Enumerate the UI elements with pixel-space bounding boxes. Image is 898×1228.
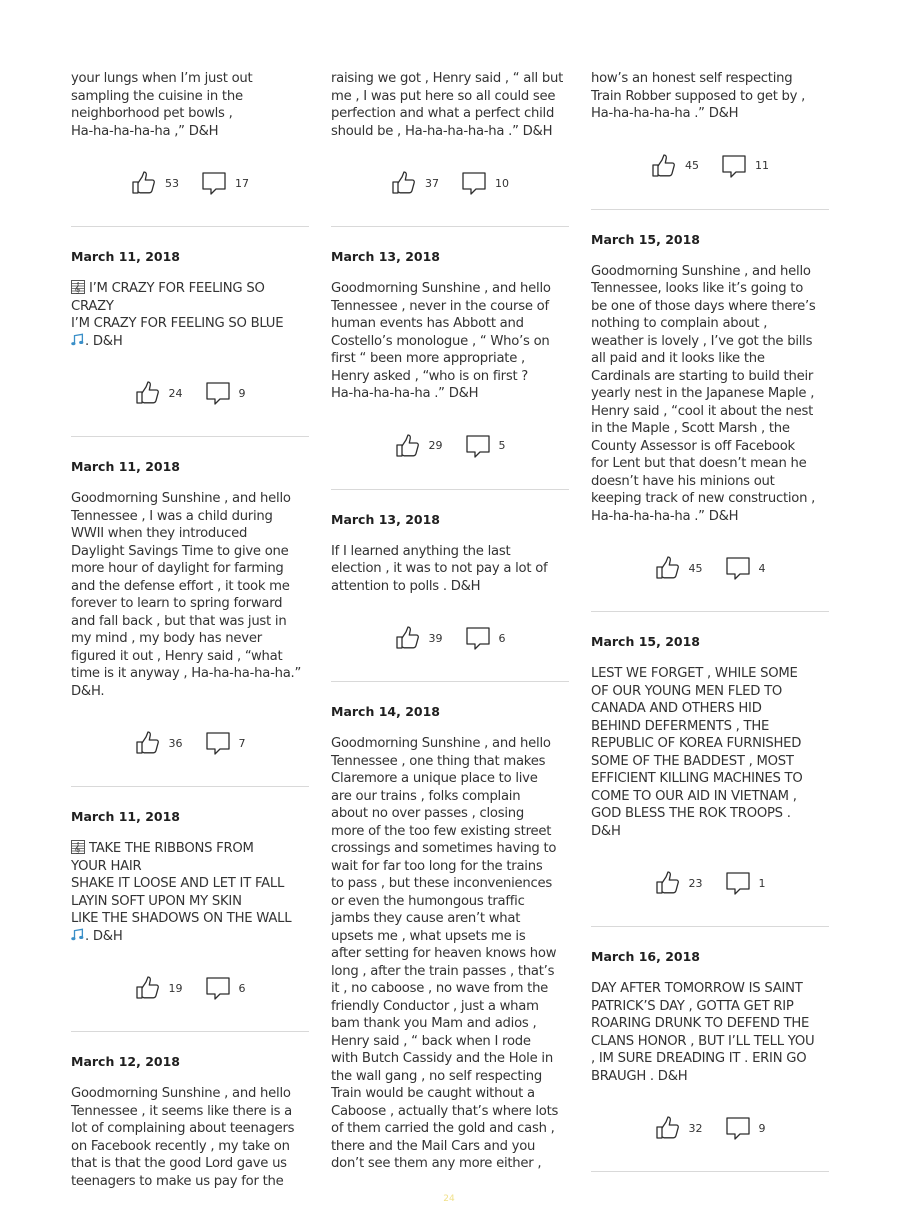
post-text-content: I’M CRAZY FOR FEELING SO CRAZY I’M CRAZY FOR FEELING SO BLUE xyxy=(71,281,284,331)
post-text-content: If I learned anything the last election , it was to not pay a lot of attention to polls . D&H xyxy=(331,543,548,594)
like-count: 37 xyxy=(425,176,439,190)
thumbs-up-icon xyxy=(131,170,157,196)
thumbs-up-icon xyxy=(391,170,417,196)
post-card xyxy=(331,512,569,683)
comment-bubble-icon xyxy=(205,975,231,1001)
post-text xyxy=(71,840,309,945)
thumbs-up-icon xyxy=(651,153,677,179)
like-button[interactable] xyxy=(651,153,699,179)
post-date: March 15, 2018 xyxy=(591,634,700,649)
comment-count: 6 xyxy=(498,631,506,645)
svg-text:𝄞: 𝄞 xyxy=(74,842,81,854)
comment-button[interactable] xyxy=(725,870,766,896)
comment-count: 4 xyxy=(758,561,766,575)
like-count: 29 xyxy=(428,439,443,452)
thumbs-up-icon xyxy=(655,555,681,581)
comment-button[interactable] xyxy=(465,625,506,651)
comment-count: 17 xyxy=(235,176,249,190)
comment-bubble-icon xyxy=(205,380,231,406)
like-button[interactable] xyxy=(135,730,183,756)
column-3 xyxy=(591,70,829,1172)
post-reactions xyxy=(591,123,829,209)
post-date: March 16, 2018 xyxy=(591,949,700,964)
post-text xyxy=(331,280,569,403)
thumbs-up-icon xyxy=(135,730,161,756)
comment-button[interactable] xyxy=(205,380,246,406)
comment-count: 10 xyxy=(495,176,509,190)
like-count: 45 xyxy=(685,159,699,172)
post-reactions xyxy=(591,525,829,611)
post-card xyxy=(331,249,569,490)
comment-button[interactable] xyxy=(465,433,506,459)
like-button[interactable] xyxy=(135,380,183,406)
post-card xyxy=(71,70,309,227)
comment-bubble-icon xyxy=(201,170,227,196)
post-text-content: Goodmorning Sunshine , and hello Tennessee , I was a child during WWII when they introduced Daylight Savings Time to give one more hour of daylight for farming and the defense effort , it took me forever to learn to spring forward and fall back , but that was just in my mind , my body has never figured it out , Henry said , “what time is it anyway , Ha-ha-ha-ha-ha.” D&H. xyxy=(71,491,302,699)
like-button[interactable] xyxy=(655,555,703,581)
like-button[interactable] xyxy=(655,870,703,896)
post-text xyxy=(591,980,829,1085)
post-reactions xyxy=(71,350,309,436)
like-count: 45 xyxy=(688,561,703,575)
post-text-content: TAKE THE RIBBONS FROM YOUR HAIR SHAKE IT LOOSE AND LET IT FALL LAYIN SOFT UPON MY SKIN LIKE THE SHADOWS ON THE WALL xyxy=(71,841,292,926)
post-date: March 12, 2018 xyxy=(71,1054,180,1069)
comment-count: 11 xyxy=(755,159,769,172)
comment-button[interactable] xyxy=(721,153,769,179)
thumbs-up-icon xyxy=(135,380,161,406)
svg-text:𝄞: 𝄞 xyxy=(74,282,81,294)
staff-music-icon xyxy=(71,281,85,296)
comment-bubble-icon xyxy=(465,625,491,651)
comment-bubble-icon xyxy=(725,870,751,896)
post-reactions xyxy=(71,700,309,786)
post-card xyxy=(591,949,829,1172)
like-count: 39 xyxy=(428,631,443,645)
post-text-content: DAY AFTER TOMORROW IS SAINT PATRICK’S DAY , GOTTA GET RIP ROARING DRUNK TO DEFEND THE CLANS HONOR , BUT I’LL TELL YOU , IM SURE DREADING IT . ERIN GO BRAUGH . D&H xyxy=(591,981,815,1084)
thumbs-up-icon xyxy=(395,433,421,459)
post-text xyxy=(591,70,829,123)
comment-count: 7 xyxy=(238,736,246,750)
post-text-suffix: . D&H xyxy=(85,333,123,349)
comment-bubble-icon xyxy=(465,433,491,459)
post-reactions xyxy=(331,595,569,681)
column-1 xyxy=(71,70,309,1190)
post-text-content: Goodmorning Sunshine , and hello Tennessee , one thing that makes Claremore a unique place to live are our trains , folks complain about no over passes , closing more of the too few existing street crossings and sometimes having to wait for far too long for the trains to pass , but these inconveniences or even the humongous traffic jambs they cause aren’t what upsets me , what upsets me is after setting for heaven knows how long , after the train passes , that’s it , no caboose , no wave from the friendly Conductor , just a wham bam thank you Mam and adios , Henry said , “ back when I rode with Butch Cassidy and the Hole in the wall gang , no self respecting Train would be caught without a Caboose , actually that’s where lots of them carried the gold and cash , there and the Mail Cars and you don’t see them any more either , xyxy=(331,736,559,1171)
post-text-content: Goodmorning Sunshine , and hello Tennessee , never in the course of human events has Abbott and Costello’s monologue , “ Who’s on first “ been more appropriate , Henry asked , “who is on first ? Ha-ha-ha-ha-ha .” D&H xyxy=(331,281,551,401)
like-count: 19 xyxy=(168,981,183,995)
post-text xyxy=(71,280,309,350)
post-text xyxy=(331,70,569,140)
thumbs-up-icon xyxy=(135,975,161,1001)
post-text-content: LEST WE FORGET , WHILE SOME OF OUR YOUNG MEN FLED TO CANADA AND OTHERS HID BEHIND DEFERMENTS , THE REPUBLIC OF KOREA FURNISHED SOME OF THE BADDEST , MOST EFFICIENT KILLING MACHINES TO COME TO OUR AID IN VIETNAM , GOD BLESS THE ROK TROOPS . D&H xyxy=(591,666,803,839)
comment-bubble-icon xyxy=(725,1115,751,1141)
post-date: March 13, 2018 xyxy=(331,249,440,264)
comment-button[interactable] xyxy=(205,730,246,756)
post-date: March 14, 2018 xyxy=(331,704,440,719)
post-card xyxy=(591,232,829,613)
post-card xyxy=(71,459,309,787)
comment-bubble-icon xyxy=(461,170,487,196)
like-button[interactable] xyxy=(135,975,183,1001)
notes-music-icon xyxy=(71,334,85,349)
post-reactions xyxy=(331,403,569,489)
post-text xyxy=(71,1085,309,1190)
comment-count: 5 xyxy=(498,439,506,452)
comment-count: 1 xyxy=(758,876,766,890)
post-text xyxy=(331,735,569,1173)
post-text xyxy=(591,665,829,840)
post-text-content: Goodmorning Sunshine , and hello Tennessee , it seems like there is a lot of complaining about teenagers on Facebook recently , my take on that is that the good Lord gave us teenagers to make us pay for the xyxy=(71,1086,295,1189)
comment-button[interactable] xyxy=(205,975,246,1001)
post-card xyxy=(331,704,569,1173)
post-text-content: Goodmorning Sunshine , and hello Tennessee, looks like it’s going to be one of those days where there’s nothing to complain about , weather is lovely , I’ve got the bills all paid and it looks like the Cardinals are starting to build their yearly nest in the Japanese Maple , Henry said , “cool it about the nest in the Maple , Scott Marsh , the County Assessor is off Facebook for Lent but that doesn’t mean he doesn’t have his minions out keeping track of new construction , Ha-ha-ha-ha-ha .” D&H xyxy=(591,263,816,524)
comment-count: 9 xyxy=(758,1121,766,1135)
staff-music-icon xyxy=(71,841,85,856)
post-card xyxy=(331,70,569,227)
post-text xyxy=(71,490,309,700)
post-text xyxy=(331,543,569,596)
thumbs-up-icon xyxy=(655,870,681,896)
comment-button[interactable] xyxy=(201,170,249,196)
comment-button[interactable] xyxy=(725,555,766,581)
post-reactions xyxy=(331,140,569,226)
post-date: March 13, 2018 xyxy=(331,511,440,527)
like-button[interactable] xyxy=(395,625,443,651)
post-text-content: raising we got , Henry said , “ all but me , I was put here so all could see perfection and what a perfect child should be , Ha-ha-ha-ha-ha .” D&H xyxy=(331,71,564,139)
comment-count: 9 xyxy=(238,386,246,400)
post-reactions xyxy=(71,140,309,226)
like-count: 36 xyxy=(168,736,183,750)
post-text-content: your lungs when I’m just out sampling the cuisine in the neighborhood pet bowls , Ha-ha-ha-ha-ha ,” D&H xyxy=(71,71,253,139)
thumbs-up-icon xyxy=(655,1115,681,1141)
post-text-suffix: . D&H xyxy=(85,928,123,944)
comment-bubble-icon xyxy=(725,555,751,581)
post-date: March 11, 2018 xyxy=(71,459,180,474)
like-count: 23 xyxy=(688,876,703,890)
post-reactions xyxy=(591,1085,829,1171)
post-text-content: how’s an honest self respecting Train Robber supposed to get by , Ha-ha-ha-ha-ha .” D&H xyxy=(591,71,806,121)
column-2 xyxy=(331,70,569,1173)
like-button[interactable] xyxy=(655,1115,703,1141)
post-date: March 11, 2018 xyxy=(71,249,180,264)
like-button[interactable] xyxy=(391,170,439,196)
comment-bubble-icon xyxy=(721,153,747,179)
post-date: March 15, 2018 xyxy=(591,231,700,247)
post-reactions xyxy=(71,945,309,1031)
comment-button[interactable] xyxy=(461,170,509,196)
comment-bubble-icon xyxy=(205,730,231,756)
post-card xyxy=(71,249,309,437)
thumbs-up-icon xyxy=(395,625,421,651)
post-text xyxy=(71,70,309,140)
like-count: 53 xyxy=(165,176,179,190)
like-count: 32 xyxy=(688,1121,703,1135)
post-card xyxy=(591,70,829,210)
comment-button[interactable] xyxy=(725,1115,766,1141)
like-button[interactable] xyxy=(131,170,179,196)
post-card xyxy=(591,634,829,927)
post-card xyxy=(71,1054,309,1190)
post-card xyxy=(71,809,309,1032)
post-reactions xyxy=(591,840,829,926)
page-number: 24 xyxy=(443,1194,455,1204)
like-count: 24 xyxy=(168,386,183,400)
post-date: March 11, 2018 xyxy=(71,809,180,824)
comment-count: 6 xyxy=(238,981,246,995)
notes-music-icon xyxy=(71,929,85,944)
post-text xyxy=(591,263,829,526)
like-button[interactable] xyxy=(395,433,443,459)
